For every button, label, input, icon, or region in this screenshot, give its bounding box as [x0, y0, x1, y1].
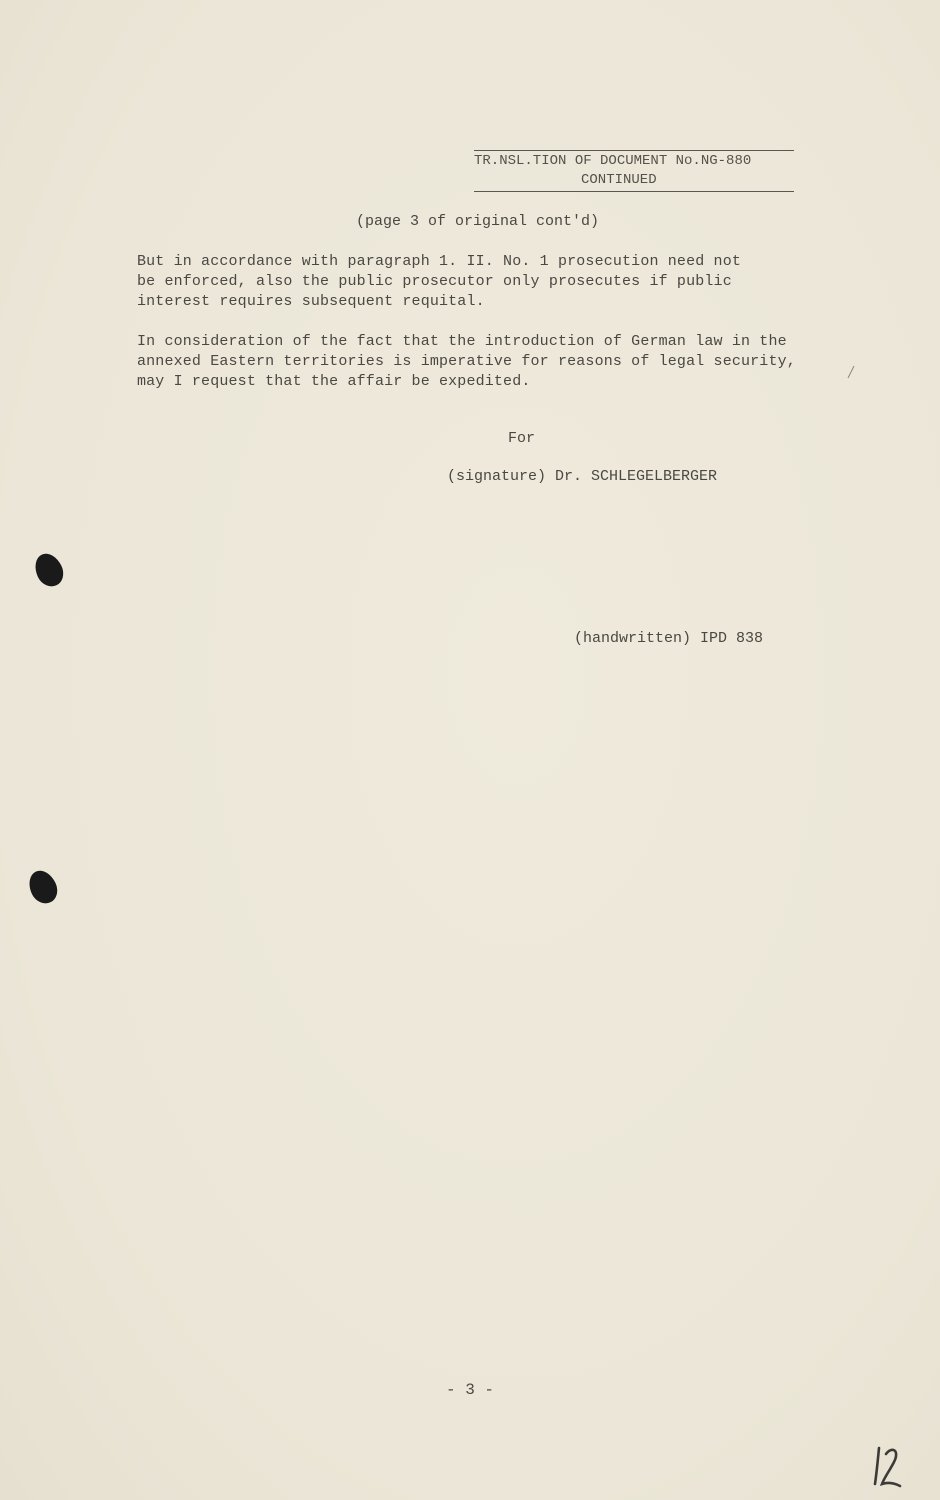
header-rule-top	[474, 150, 794, 151]
closing-for: For	[508, 430, 536, 447]
punch-hole-top	[30, 549, 68, 591]
paragraph-2-line-1: In consideration of the fact that the introduction of German law in the	[137, 333, 787, 350]
page-reference: (page 3 of original cont'd)	[356, 213, 600, 230]
handwritten-reference: (handwritten) IPD 838	[574, 630, 764, 647]
paragraph-1-line-1: But in accordance with paragraph 1. II. No. 1 prosecution need not	[137, 253, 741, 270]
paragraph-2-line-2: annexed Eastern territories is imperative for reasons of legal security,	[137, 353, 796, 370]
paragraph-1-line-2: be enforced, also the public prosecutor only prosecutes if public	[137, 273, 732, 290]
paragraph-1-line-3: interest requires subsequent requital.	[137, 293, 485, 310]
handwritten-folio-number	[872, 1440, 902, 1490]
signature-line: (signature) Dr. SCHLEGELBERGER	[447, 468, 718, 485]
paragraph-2-line-3: may I request that the affair be expedited.	[137, 373, 531, 390]
header-continued: CONTINUED	[581, 172, 657, 188]
punch-hole-bottom	[24, 866, 62, 908]
header-title: TR.NSL.TION OF DOCUMENT No.NG-880	[474, 153, 752, 169]
margin-tick-mark	[846, 365, 856, 379]
paragraph-1	[137, 252, 741, 312]
page-number: - 3 -	[446, 1381, 495, 1399]
header-rule-bottom	[474, 191, 794, 192]
paragraph-2	[137, 332, 796, 392]
